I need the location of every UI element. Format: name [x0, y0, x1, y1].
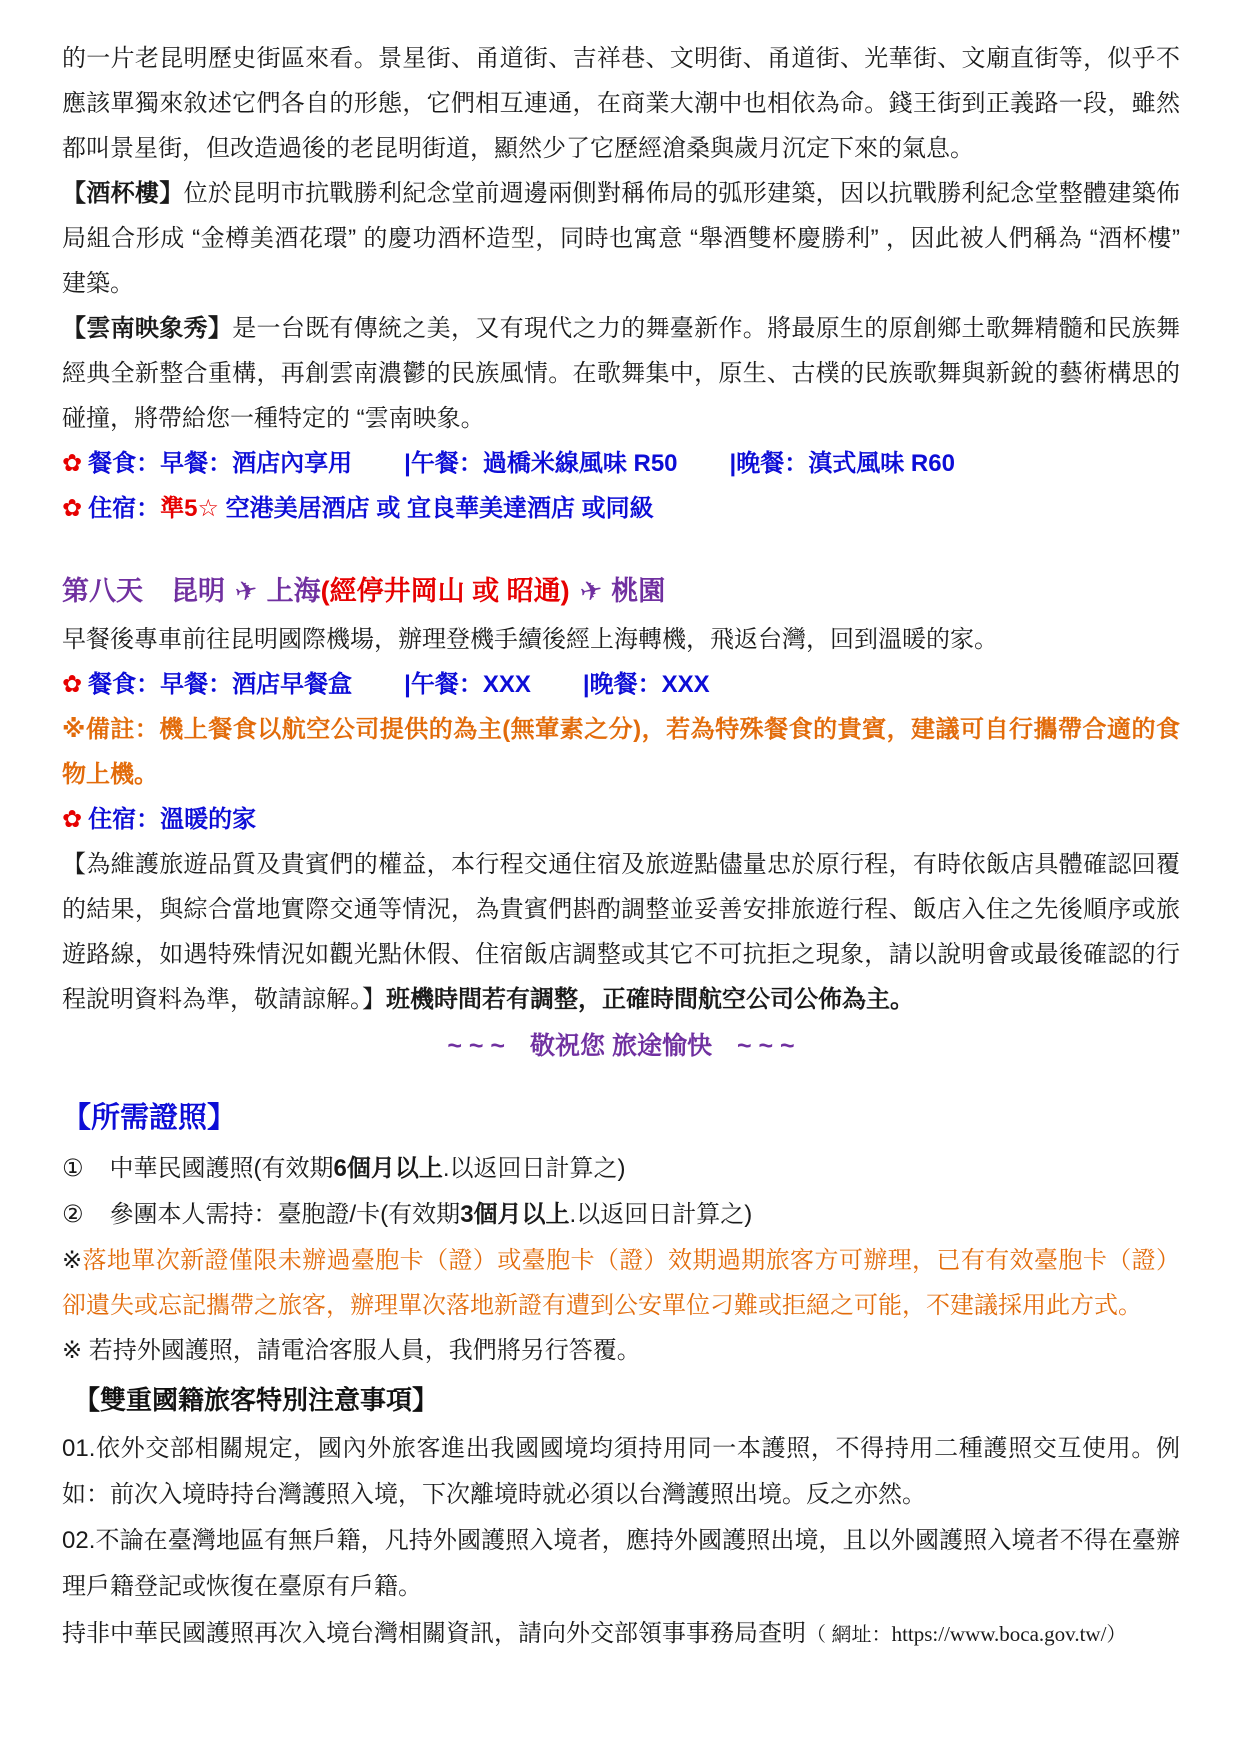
passport-item [62, 1146, 1180, 1192]
foreign-passport-note: ※ 若持外國護照，請電洽客服人員，我們將另行答覆。 [62, 1337, 641, 1364]
landing-permit-text: 落地單次新證僅限未辦過臺胞卡（證）或臺胞卡（證）效期過期旅客方可辦理，已有有效臺胞卡（證）卻遺失或忘記攜帶之旅客，辦理單次落地新證有遭到公安單位刁難或拒絕之可能，不建議採用此方式。 [62, 1247, 1181, 1319]
florette-icon: ✿ [62, 450, 83, 477]
airplane-icon: ✈ [576, 573, 606, 609]
day8-breakfast: 餐食：早餐：酒店早餐盒 [88, 671, 353, 698]
circled-one-icon: ① [62, 1155, 84, 1182]
jiubei-body: 位於昆明市抗戰勝利紀念堂前週邊兩側對稱佈局的弧形建築，因以抗戰勝利紀念堂整體建築佈局組合形成 “金樽美酒花環” 的慶功酒杯造型，同時也寓意 “舉酒雙杯慶勝利” ，因此被人們稱為 “酒杯樓” 建築。 [62, 180, 1181, 297]
day7-breakfast: 餐食：早餐：酒店內享用 [88, 450, 353, 477]
day8-to-city: 上海 [266, 576, 321, 606]
taibaozheng-item-pre: 參團本人需持：臺胞證/卡(有效期 [109, 1201, 461, 1228]
yunnan-paragraph [62, 306, 1180, 441]
day8-end-city: 桃園 [611, 576, 666, 606]
day7-meal-line [62, 441, 1180, 486]
florette-icon: ✿ [62, 671, 83, 698]
day8-from-city: 昆明 [171, 576, 225, 606]
footer-url-close: ） [1106, 1624, 1127, 1646]
disclaimer-paragraph [62, 842, 1180, 1022]
passport-validity: 6個月以上 [333, 1155, 443, 1182]
day8-hotel-line [62, 797, 1180, 842]
day8-lunch: |午餐：XXX [404, 671, 531, 698]
florette-icon: ✿ [62, 806, 83, 833]
day8-label: 第八天 [62, 576, 143, 606]
disclaimer-bold: 班機時間若有調整，正確時間航空公司公佈為主。 [386, 986, 914, 1013]
day7-hotel-label: 住宿： [88, 495, 161, 522]
day8-meal-line [62, 662, 1180, 707]
taibaozheng-item [62, 1192, 1180, 1238]
boca-url-link[interactable]: https://www.boca.gov.tw/ [891, 1622, 1107, 1646]
footer-text: 持非中華民國護照再次入境台灣相關資訊，請向外交部領事事務局查明 [62, 1620, 806, 1647]
footer-info-line [62, 1610, 1180, 1659]
hotel-grade: 準5 [160, 495, 198, 522]
day7-hotel-names: 空港美居酒店 或 宜良華美達酒店 或同級 [218, 495, 654, 522]
day8-heading [62, 565, 1180, 617]
required-documents-title: 【所需證照】 [62, 1102, 237, 1134]
landing-permit-note [62, 1238, 1180, 1328]
taibaozheng-validity: 3個月以上 [460, 1201, 570, 1228]
day7-lunch: |午餐：過橋米線風味 R50 [404, 450, 678, 477]
airplane-icon: ✈ [232, 573, 261, 609]
day7-dinner: |晚餐：滇式風味 R60 [729, 450, 955, 477]
jiubei-title: 【酒杯樓】 [62, 180, 184, 207]
day8-hotel-value: 住宿：溫暖的家 [88, 806, 257, 833]
day8-stopover: (經停井岡山 或 昭通) [320, 576, 570, 606]
passport-item-post: .以返回日計算之) [442, 1155, 626, 1182]
florette-icon: ✿ [62, 495, 83, 522]
jiubei-paragraph [62, 171, 1180, 306]
dual-rule-01: 01.依外交部相關規定，國內外旅客進出我國國境均須持用同一本護照，不得持用二種護照交互使用。例如：前次入境時持台灣護照入境，下次離境時就必須以台灣護照出境。反之亦然。 [62, 1435, 1180, 1508]
taibaozheng-item-post: .以返回日計算之) [569, 1201, 753, 1228]
yunnan-body: 是一台既有傳統之美，又有現代之力的舞臺新作。將最原生的原創鄉土歌舞精髓和民族舞經典全新整合重構，再創雲南濃鬱的民族風情。在歌舞集中，原生、古樸的民族歌舞與新銳的藝術構思的碰撞，將帶給您一種特定的 “雲南映象。 [62, 315, 1181, 432]
intro-paragraph: 的一片老昆明歷史街區來看。景星街、甬道街、吉祥巷、文明街、甬道街、光華街、文廟直街等，似乎不應該單獨來敘述它們各自的形態，它們相互連通，在商業大潮中也相依為命。錢王街到正義路一段，雖然都叫景星街，但改造過後的老昆明街道，顯然少了它歷經滄桑與歲月沉定下來的氣息。 [62, 45, 1180, 162]
footer-url-open: （ 網址： [806, 1624, 892, 1646]
day7-hotel-line [62, 486, 1180, 531]
farewell-line: ~ ~ ~ 敬祝您 旅途愉快 ~ ~ ~ [447, 1032, 795, 1060]
day8-dinner: |晚餐：XXX [582, 671, 710, 698]
circled-two-icon: ② [62, 1201, 84, 1228]
reference-mark-icon: ※ [62, 1247, 83, 1274]
yunnan-title: 【雲南映象秀】 [62, 315, 233, 342]
star-icon: ☆ [197, 495, 219, 522]
dual-nationality-title: 【雙重國籍旅客特別注意事項】 [74, 1385, 439, 1415]
meal-remark-note: ※備註：機上餐食以航空公司提供的為主(無葷素之分)，若為特殊餐食的貴賓，建議可自行攜帶合適的食物上機。 [62, 716, 1180, 788]
day8-description: 早餐後專車前往昆明國際機場，辦理登機手續後經上海轉機，飛返台灣，回到溫暖的家。 [62, 626, 998, 653]
disclaimer-regular: 【為維護旅遊品質及貴賓們的權益，本行程交通住宿及旅遊點儘量忠於原行程，有時依飯店具體確認回覆的結果，與綜合當地實際交通等情況，為貴賓們斟酌調整並妥善安排旅遊行程、飯店入住之先後順序或旅遊路線，如遇特殊情況如觀光點休假、住宿飯店調整或其它不可抗拒之現象，請以說明會或最後確認的行程說明資料為準，敬請諒解。】 [62, 851, 1180, 1013]
passport-item-pre: 中華民國護照(有效期 [109, 1155, 334, 1182]
dual-rule-02: 02.不論在臺灣地區有無戶籍，凡持外國護照入境者，應持外國護照出境，且以外國護照入境者不得在臺辦理戶籍登記或恢復在臺原有戶籍。 [62, 1527, 1180, 1600]
